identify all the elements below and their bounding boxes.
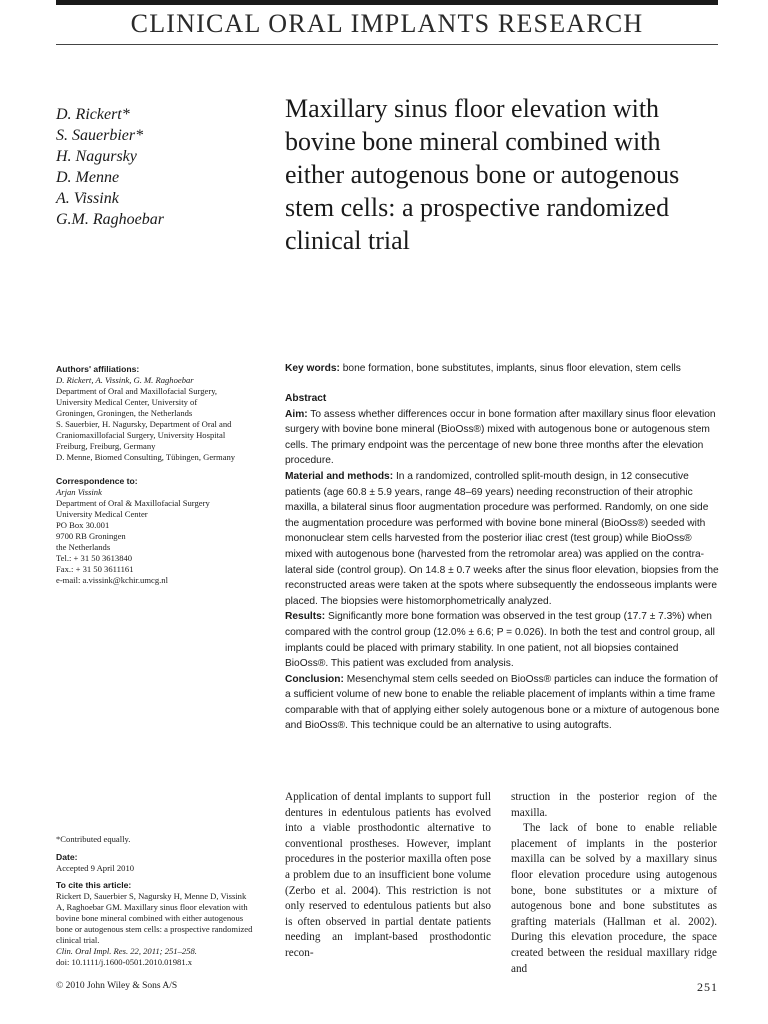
date-heading: Date: [56,852,78,862]
text-line: D. Rickert, A. Vissink, G. M. Raghoebar [56,375,194,385]
body-paragraph: struction in the posterior region of the maxilla. [511,791,717,819]
text-line: clinical trial. [56,935,100,945]
text-line: Department of Oral and Maxillofacial Surgery, [56,386,218,396]
keywords-text: bone formation, bone substitutes, implants, sinus floor elevation, stem cells [342,363,681,374]
contributed-note: *Contributed equally. [56,834,131,844]
text-line: Department of Oral & Maxillofacial Surgery [56,498,210,508]
body-column-2 [511,790,717,977]
text-line: Rickert D, Sauerbier S, Nagursky H, Menne D, Vissink [56,891,247,901]
footer [56,980,718,994]
text-line: the Netherlands [56,542,111,552]
article-title: Maxillary sinus floor elevation with bovine bone mineral combined with either autogenous bone or autogenous stem cells: a prospective randomized clinical trial [285,94,680,255]
text-line: Tel.: + 31 50 3613840 [56,553,133,563]
cite-heading: To cite this article: [56,880,132,890]
text-line: Fax.: + 31 50 3611161 [56,564,134,574]
text-line: A, Raghoebar GM. Maxillary sinus floor elevation with [56,902,248,912]
keywords-label: Key words: [285,363,340,374]
abstract-methods: Material and methods: In a randomized, controlled split-mouth design, in 12 consecutive patients (age 60.8 ± 5.9 years, range 48–69 years) needing reconstruction of their atrophic maxilla, a bilateral sinus floor augmentation procedure was performed. Randomly, on one side the augmentation procedure was performed with bovine bone mineral (BioOss®) seeded with mononuclear stem cells harvested from the posterior iliac crest (test group) while BioOss® mixed with autogenous bone (harvested from the retromolar area) was applied on the contra-lateral side (control group). On 14.8 ± 0.7 weeks after the sinus floor elevation, biopsies from the reconstructed areas were taken at the spots where subsequently the endosseous implants were placed. The biopsies were histomorphometrically analyzed. [285,470,719,607]
abstract [285,391,721,734]
cite-block [56,880,268,968]
text-line: 9700 RB Groningen [56,531,126,541]
text-line: Clin. Oral Impl. Res. 22, 2011; 251–258. [56,946,197,956]
text-line: bone or autogenous stem cells: a prospective randomized [56,924,253,934]
date-text: Accepted 9 April 2010 [56,863,135,873]
author: D. Rickert* [56,106,130,123]
abstract-conclusion: Conclusion: Mesenchymal stem cells seeded on BioOss® particles can induce the formation of a sufficient volume of new bone to enable the reliable placement of implants within a time frame comparable with that of applying either solely autogenous bone or a mixture of autogenous bone and BioOss®. This technique could be an alternative to using autografts. [285,673,720,732]
body-paragraph: Application of dental implants to support full dentures in edentulous patients has evolved into a viable prosthodontic alternative to conventional prostheses. However, implant procedures in the posterior maxilla often pose a problem due to an insufficient bone volume (Zerbo et al. 2004). This restriction is not only reserved to edentulous patients but also is often observed in partial dentate patients needing an implant-based prosthodontic recon- [285,791,491,959]
text-line: University Medical Center, University of [56,397,198,407]
page-number: 251 [697,980,718,994]
body-paragraph: The lack of bone to enable reliable placement of implants in the posterior maxilla can be solved by a maxillary sinus floor elevation procedure using autogenous bone, bone substitutes or a mixture of autogenous bone and bone substitutes as grafting materials (Hallman et al. 2002). During this elevation procedure, the space created between the residual maxillary ridge and [511,822,717,975]
author: D. Menne [56,169,120,186]
author: G.M. Raghoebar [56,211,164,228]
abstract-results: Results: Significantly more bone formation was observed in the test group (17.7 ± 7.3%) when compared with the control group (12.0% ± 6.6; P = 0.026). In both the test and control group, all implants could be placed with primary stability. In one patient, not all biopsies contained BioOss®. This patient was excluded from analysis. [285,611,715,670]
text-line: University Medical Center [56,509,148,519]
text-line: Groningen, Groningen, the Netherlands [56,408,193,418]
author: A. Vissink [56,190,119,207]
date-block [56,852,268,874]
affiliations [56,364,268,463]
copyright: © 2010 John Wiley & Sons A/S [56,981,178,991]
text-line: doi: 10.1111/j.1600-0501.2010.01981.x [56,957,193,967]
correspondence-heading: Correspondence to: [56,476,138,486]
author-list [56,104,256,230]
abstract-aim: Aim: To assess whether differences occur in bone formation after maxillary sinus floor elevation surgery with bovine bone mineral (BioOss®) mixed with autogenous bone or autogenous stem cells. The primary endpoint was the percentage of new bone three months after the elevation procedure. [285,408,716,467]
correspondence-name: Arjan Vissink [56,487,102,497]
text-line: PO Box 30.001 [56,520,110,530]
correspondence [56,476,268,586]
text-line: Freiburg, Freiburg, Germany [56,441,156,451]
author: S. Sauerbier* [56,127,144,144]
top-bar [56,0,718,5]
author: H. Nagursky [56,148,137,165]
abstract-heading: Abstract [285,393,327,404]
text-line: D. Menne, Biomed Consulting, Tübingen, Germany [56,452,236,462]
affiliations-heading: Authors' affiliations: [56,364,140,374]
header-rule [56,44,718,45]
text-line: e-mail: a.vissink@kchir.umcg.nl [56,575,168,585]
keywords [285,361,721,377]
body-column-1 [285,790,491,962]
text-line: Craniomaxillofacial Surgery, University Hospital [56,430,226,440]
text-line: bovine bone mineral combined with either autogenous [56,913,244,923]
journal-title: CLINICAL ORAL IMPLANTS RESEARCH [130,9,644,38]
text-line: S. Sauerbier, H. Nagursky, Department of Oral and [56,419,232,429]
